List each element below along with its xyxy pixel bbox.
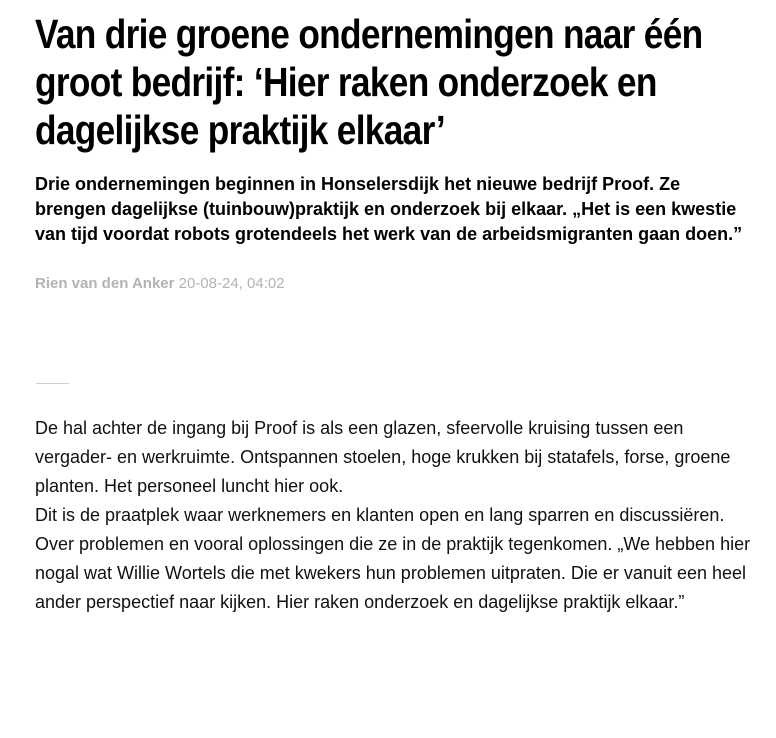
article xyxy=(35,0,755,617)
article-byline xyxy=(35,274,755,294)
publish-datetime: 20-08-24, 04:02 xyxy=(178,275,285,292)
section-divider xyxy=(36,383,69,384)
author-link[interactable]: Rien van den Anker xyxy=(35,275,175,292)
article-body xyxy=(35,414,755,617)
body-paragraph: Dit is de praatplek waar werknemers en klanten open en lang sparren en discussiëren. Over problemen en vooral oplossingen die ze in de praktijk tegenkomen. „We hebben hier nogal wat Willie Wortels die met kwekers hun problemen uitpraten. Die er vanuit een heel ander perspectief naar kijken. Hier raken onderzoek en dagelijkse praktijk elkaar.” xyxy=(35,505,751,612)
article-intro: Drie ondernemingen beginnen in Honselersdijk het nieuwe bedrijf Proof. Ze brengen dagelijkse (tuinbouw)praktijk en onderzoek bij elkaar. „Het is een kwestie van tijd voordat robots grotendeels het werk van de arbeidsmigranten gaan doen.” xyxy=(35,174,743,244)
article-headline: Van drie groene ondernemingen naar één groot bedrijf: ‘Hier raken onderzoek en dagelijkse praktijk elkaar’ xyxy=(35,11,703,153)
body-paragraph: De hal achter de ingang bij Proof is als een glazen, sfeervolle kruising tussen een vergader- en werkruimte. Ontspannen stoelen, hoge krukken bij statafels, forse, groene planten. Het personeel luncht hier ook. xyxy=(35,418,731,496)
